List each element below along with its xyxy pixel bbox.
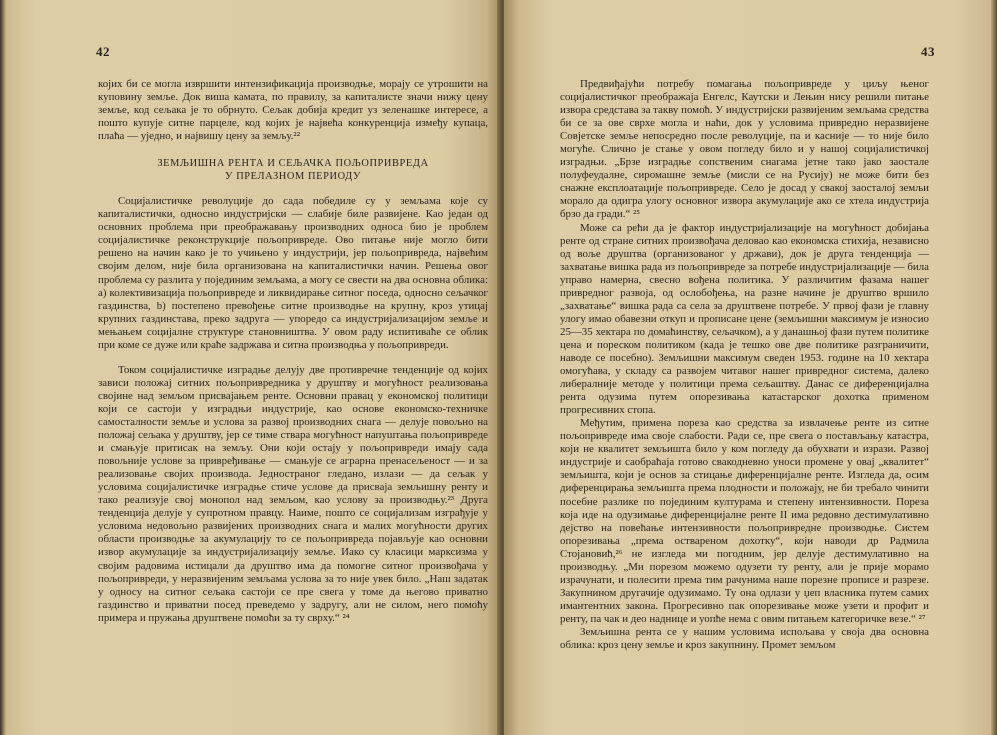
heading-line-2: У ПРЕЛАЗНОМ ПЕРИОДУ bbox=[225, 171, 361, 183]
paragraph: којих би се могла извршити интензификација производње, морају се утрошити на куповину земље. Док виша камата, по правилу, за капиталисте значи нижу цену земље, код сељака је то обрнуто. Сељак добија кредит уз зеленашке интересе, а пошто купује ситне парцеле, код којих је највећа конкуренција између купаца, плаћа — уједно, и највишу цену за земљу.²² bbox=[98, 78, 488, 143]
paragraph: Међутим, примена пореза као средства за извлачење ренте из ситне пољопривреде има своје слабости. Ради се, пре свега о постављању катастра, који не квалитет земљишта било у ком погледу да обухвати и изрази. Развој индустрије и саобраћаја готово свакодневно уноси промене у овај „квалитет“ земљишта, који је основ за стицање диференцијалне ренте. Изгледа да, осим диференцирања земљишта према плодности и положају, не би требало чинити посебне разлике по појединим културама и степену интензивности. Пореза која иде на одузимање диференцијалне ренте II има редовно дестимулативно дејство на повећање интензивности пољопривредне производње. Систем опорезивања „према оствареном дохотку“, који наводи др Радмила Стојановић,²⁶ не изгледа ми погодним, јер делује дестимулативно на производњу. „Ми порезом можемо одузети ту ренту, али је прије морамо израчунати, и полесити према тим рачунима наше порезне прописе и разрезе. Закупнином другачије одузимамо. Ту она одлази у џеп власника путем самих имантентних закона. Прогресивно пак опорезивање може узети и профит и ренту, па чак и део наднице и уопће нема с овим питањем категоричке везе.“ ²⁷ bbox=[560, 417, 929, 625]
paragraph: Може са рећи да је фактор индустријализације на могућност добијања ренте од стране ситних произвођача деловао као економска стихија, независно од воље друштва (организованог у држави), док је друга тенденција — захватање вишка рада из пољопривреде за потребе индустријализације — била управо намерна, свесно вођена политика. У различитим фазама нашег привредног развоја, од ослобођења, на разне начине је друштво вршило „захватање“ вишка рада са села за друштвене потребе. У првој фази је главну улогу имао обавезни откуп и прописане цене (земљишни максимум је износио 25—35 хектара по домаћинству, сељачком), а у данашњој фази путем политике цена и пореском политиком (када је тешко ове две политике разграничити, наводе се посебно). Земљишни максимум сведен 1953. године на 10 хектара омогућава, у складу са развојем читавог нашег привредног система, далеко либералније методе у политици према сељаштву. Данас се диференцијална рента одузима путем опорезивања катастарског дохотка применом прогресивних стопа. bbox=[560, 221, 929, 417]
right-page bbox=[504, 0, 991, 735]
page-number-right: 43 bbox=[921, 44, 935, 59]
paragraph: Земљишна рента се у нашим условима испољава у своја два основна облика: кроз цену земље и кроз закупнину. Промет земљом bbox=[560, 625, 929, 652]
paragraph: Предвиђајући потребу помагања пољопривреде у циљу њеног социјалистичког преображаја Енгелс, Каутски и Лењин нису решили питање извора средстава за такву помоћ. У индустријски развијеним земљама средства би се за ове сврхе могла и наћи, док у условима привредно неразвијене Совјетске земље непосредно после револуције, па и касније — то није било могуће. Слично је стање у овом погледу било и у нашој социјалистичкој изградњи. „Брзе изградње сопственим снагама јетне тако јако заостале полуфеудалне, сиромашне земље (мисли се на Русију) не може бити без снажне експлоатације пољопривреде. Село је досад у свакој заосталој земљи морало да одигра улогу основног извора акумулације ако се хтела индустрија брзо да гради.“ ²⁵ bbox=[560, 78, 929, 221]
paragraph: Током социјалистичке изградње делују две противречне тенденције од којих зависи положај ситних пољопривредника у друштву и могућност реализовања својине над земљом присвајањем ренте. Основни правац у економској политици који се састоји у изградњи индустрије, као основе економско-техничке самосталности земље и услова за развој производних снага — делује повољно на положај сељака у друштву, јер се тиме ствара могућност напуштања пољопривреде и смањује притисак на земљу. Они који остају у пољопривреди имају сада повољније услове за привређивање — смањује се аграрна пренасељеност — и за реализовање својих производа. Једностраног гледано, излази — да сељак у условима социјалистичке изградње стиче услове да присваја земљишну ренту и тако реализује свој монопол над земљом, као услову за производњу.²³ Друга тенденција делује у супротном правцу. Наиме, пошто се социјализам изграђује у условима недовољно развијених производних снага и малих могућности других области производње за акумулацију то се пољопривреда појављује као основни извор акумулације за индустријализацију земље. Иако су класици марксизма у својим радовима истицали да друштво има да помогне ситног произвођача у пољопривреди, у неразвијеним земљама услова за то није увек било. „Наш задатак у односу на ситног сељака састоји се пре свега у томе да његово приватно газдинство и приватни посед преведемо у задругу, али не силом, него помоћу примера и пружања друштвене помоћи за ту сврху.“ ²⁴ bbox=[98, 363, 488, 624]
page-edge bbox=[991, 0, 997, 735]
section-heading bbox=[98, 157, 488, 183]
page-number-left: 42 bbox=[96, 44, 110, 59]
paragraph: Социјалистичке револуције до сада победиле су у земљама које су капиталистички, односно индустријски — слабије биле развијене. Као један од основних проблема при преображавању производних односа био је проблем социјалистичке реконструкције пољопривреде. Ово питање није могло бити решено на начин како је то учињено у индустрији, јер пољопривреда, највећим својим делом, није била организована на капиталистички начин. Решења овог проблема су разлита у појединим земљама, а могу се свести на два основна облика: a) колективизација пољопривреде и ликвидирање ситног поседа, односно сељачког газдинства, b) постепено превођење ситне производње на крупну, кроз утицај крупних газдинстава, преко задруга — упоредо са индустријализацијом земље и мењањем социјалне структуре становништва. У овом раду испитиваће се облик при коме се дуже или краће задржава и ситна производња у пољопривреди. bbox=[98, 195, 488, 351]
left-page bbox=[6, 0, 502, 735]
heading-line-1: ЗЕМЉИШНА РЕНТА И СЕЉАЧКА ПОЉОПРИВРЕДА bbox=[157, 158, 429, 170]
